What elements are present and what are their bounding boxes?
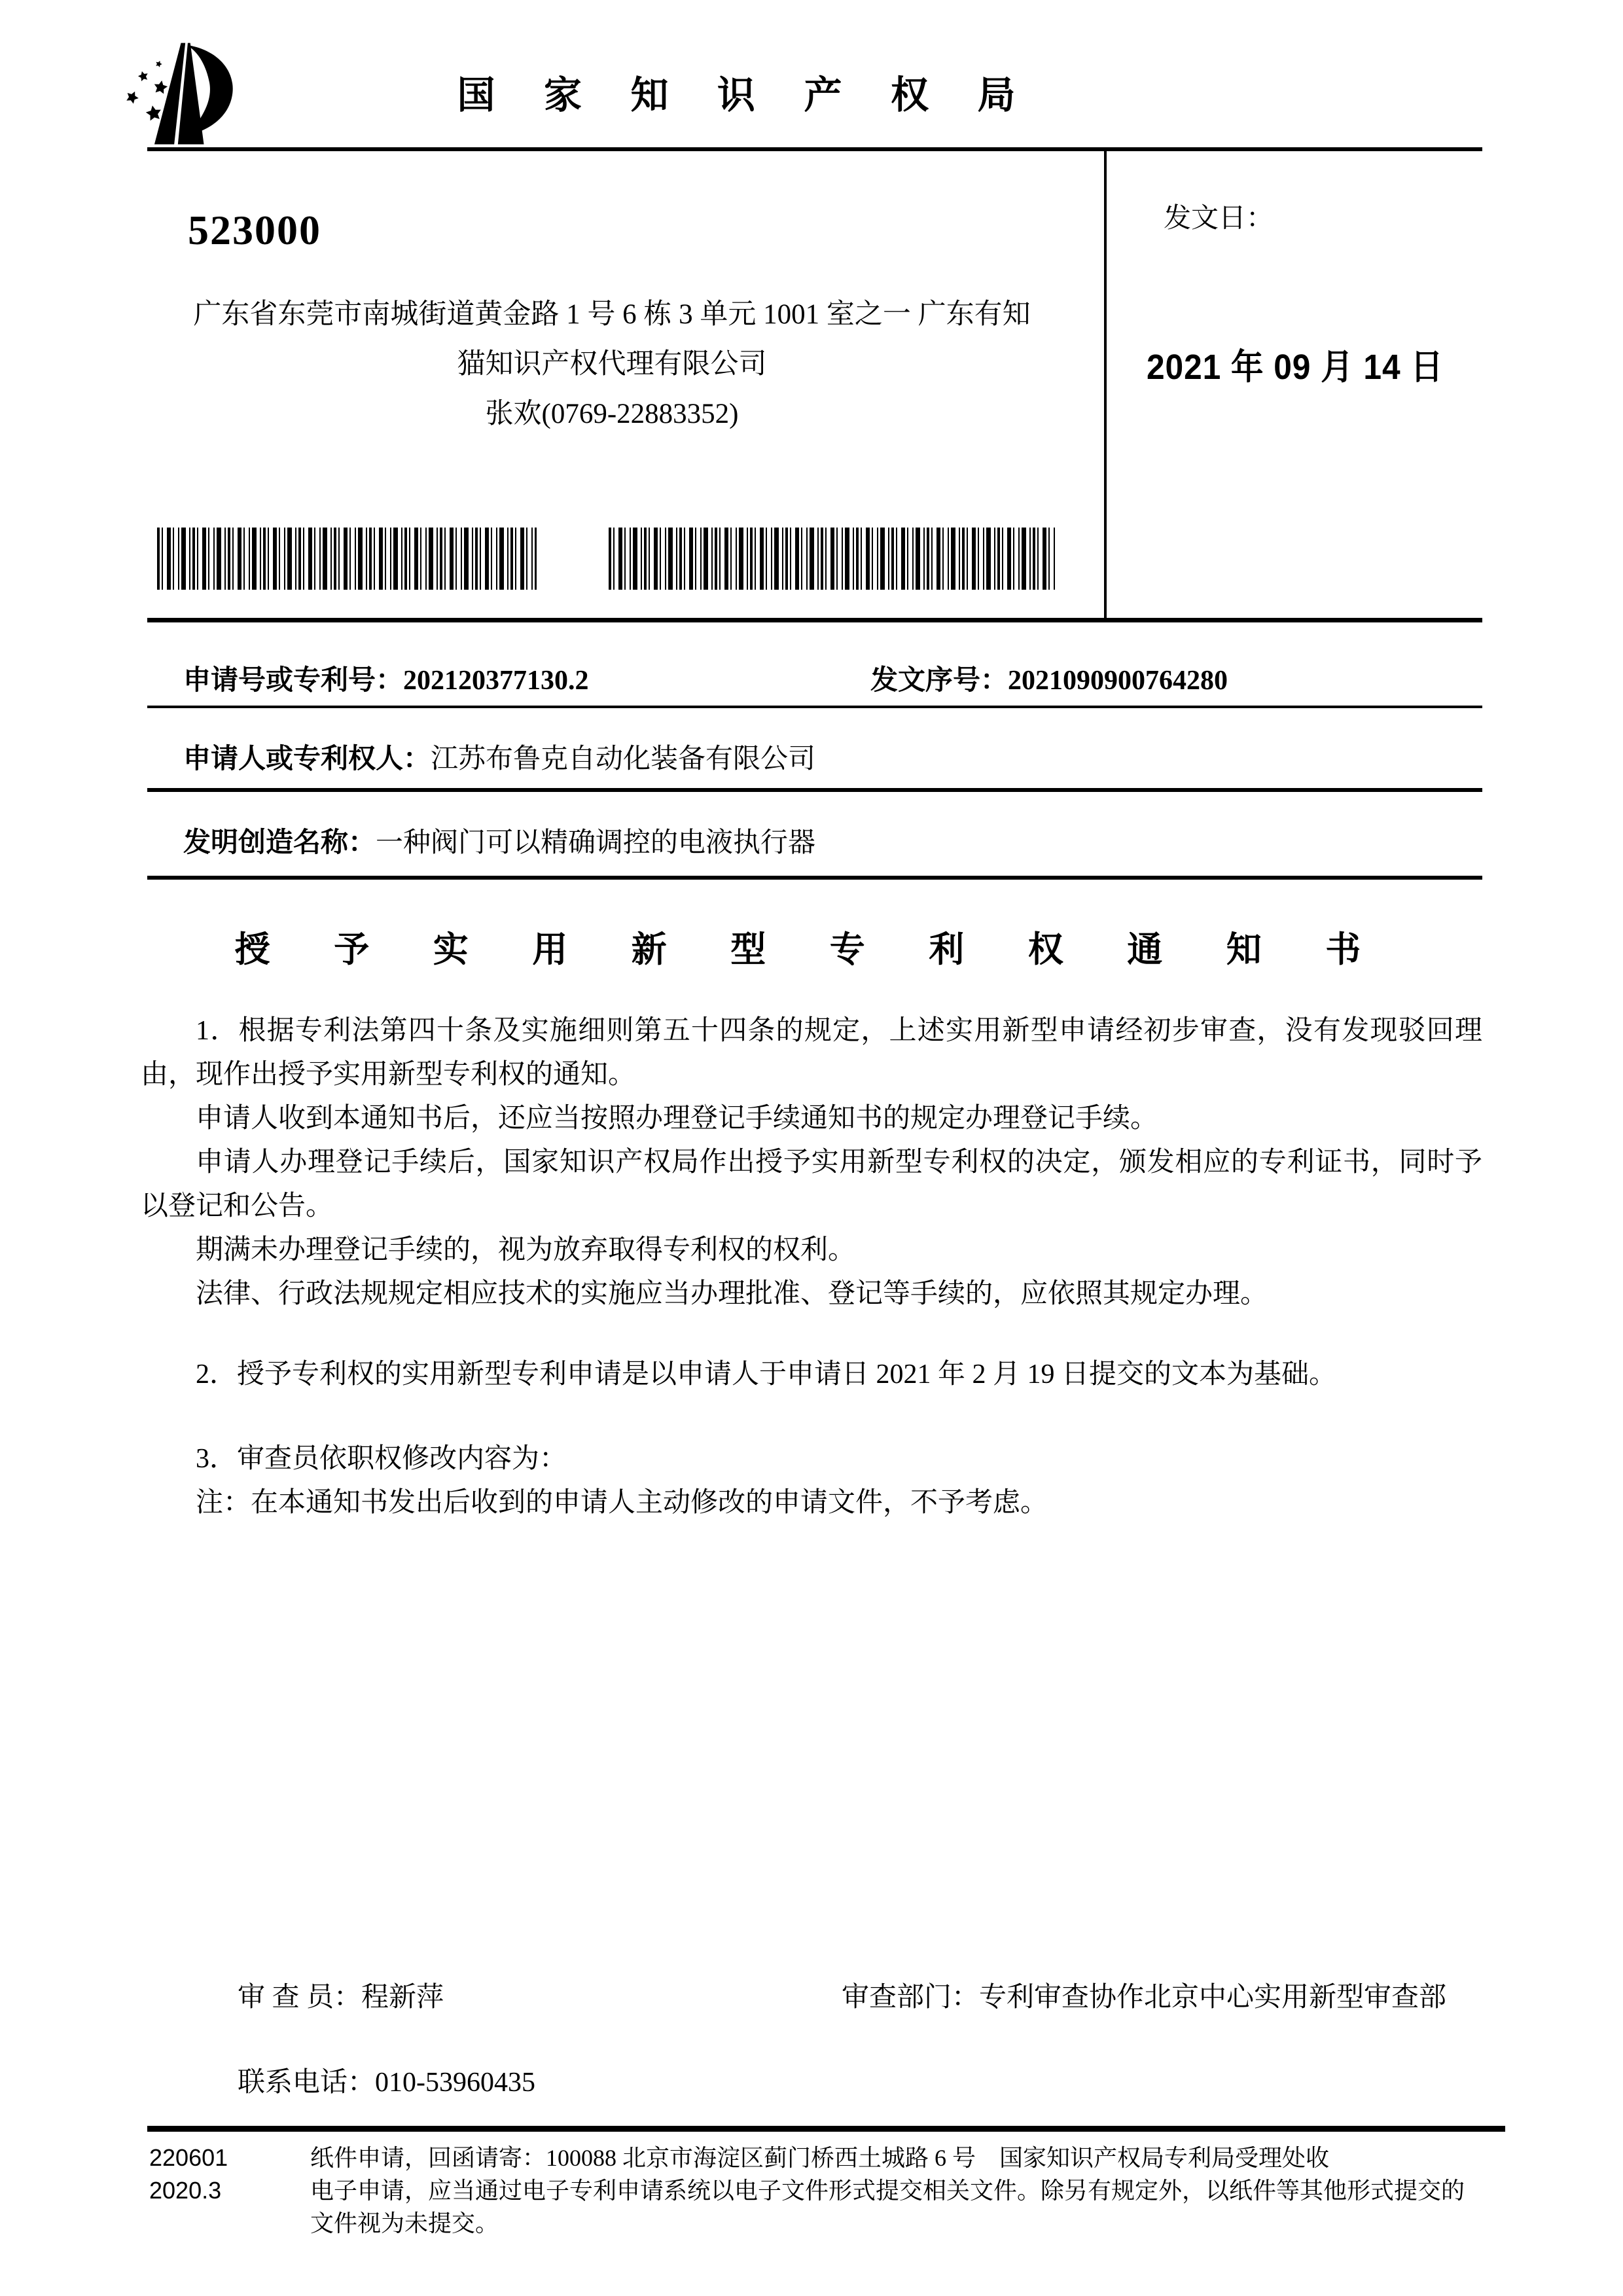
notice-paragraph: 注：在本通知书发出后收到的申请人主动修改的申请文件，不予考虑。 [196, 1488, 1048, 1518]
footer-form-code-2: 2020.3 [149, 2177, 222, 2204]
notice-paragraph: 法律、行政法规规定相应技术的实施应当办理批准、登记等手续的，应依照其规定办理。 [196, 1279, 1268, 1309]
notice-paragraph: 申请人办理登记手续后，国家知识产权局作出授予实用新型专利权的决定，颁发相应的专利证书，同时予以登记和公告。 [141, 1147, 1482, 1221]
phone-value: 010-53960435 [375, 2068, 536, 2098]
application-number-value: 202120377130.2 [403, 666, 589, 696]
department-label: 审查部门： [842, 1982, 980, 2013]
applicant-value: 江苏布鲁克自动化装备有限公司 [431, 744, 816, 774]
invention-name-label: 发明创造名称： [183, 828, 376, 858]
phone-label: 联系电话： [238, 2068, 376, 2098]
notice-paragraph: 3．审查员依职权修改内容为： [196, 1444, 567, 1474]
dispatch-date-label: 发文日： [1164, 204, 1274, 234]
recipient-address-line1: 广东省东莞市南城街道黄金路 1 号 6 栋 3 单元 1001 室之一 广东有知 [193, 299, 1031, 330]
notice-paragraph: 2．授予专利权的实用新型专利申请是以申请人于申请日 2021 年 2 月 19 日提交的文本为基础。 [196, 1359, 1337, 1390]
dispatch-number-value: 2021090900764280 [1008, 666, 1228, 696]
invention-name-row [183, 821, 815, 860]
row-rule-3 [147, 876, 1482, 880]
barcode-right [609, 528, 1057, 590]
notice-body [141, 1009, 1482, 1525]
footer-instructions [310, 2142, 1495, 2240]
recipient-address-block [141, 290, 1083, 439]
phone-row [238, 2060, 535, 2100]
footer-instruction-line3: 文件视为未提交。 [310, 2210, 499, 2236]
notice-paragraph: 申请人收到本通知书后，还应当按照办理登记手续通知书的规定办理登记手续。 [196, 1103, 1158, 1134]
notice-paragraph: 1．根据专利法第四十条及实施细则第五十四条的规定，上述实用新型申请经初步审查，没有发现驳回理由，现作出授予实用新型专利权的通知。 [141, 1016, 1482, 1090]
examiner-name: 程新萍 [361, 1982, 444, 2013]
footer-form-codes [149, 2142, 228, 2207]
row-rule-1 [147, 706, 1482, 708]
application-number-row [183, 658, 589, 698]
department-name: 专利审查协作北京中心实用新型审查部 [979, 1982, 1447, 2013]
dispatch-date-value: 2021 年 09 月 14 日 [1147, 348, 1444, 387]
footer-rule [147, 2126, 1505, 2132]
examiner-label: 审 查 员： [238, 1982, 362, 2013]
notice-paragraph: 期满未办理登记手续的，视为放弃取得专利权的权利。 [196, 1235, 856, 1265]
recipient-contact: 张欢(0769-22883352) [485, 399, 739, 429]
row-rule-2 [147, 788, 1482, 792]
dispatch-number-row [870, 658, 1228, 698]
barcode-left [157, 528, 537, 590]
header-rule [147, 147, 1482, 151]
footer-instruction-line1: 纸件申请，回函请寄：100088 北京市海淀区蓟门桥西土城路 6 号 国家知识产权局专利局受理处收 [310, 2145, 1330, 2171]
application-number-label: 申请号或专利号： [183, 666, 404, 696]
notice-title: 授 予 实 用 新 型 专 利 权 通 知 书 [234, 930, 1389, 969]
department-row [842, 1975, 1446, 2015]
recipient-address-line2: 猫知识产权代理有限公司 [457, 349, 767, 380]
section-rule-top [147, 618, 1482, 622]
examiner-row [238, 1975, 444, 2015]
footer-instruction-line2: 电子申请，应当通过电子专利申请系统以电子文件形式提交相关文件。除另有规定外，以纸件等其他形式提交的 [310, 2178, 1465, 2204]
applicant-label: 申请人或专利权人： [183, 744, 431, 774]
footer-form-code-1: 220601 [149, 2144, 228, 2171]
applicant-row [183, 737, 815, 776]
invention-name-value: 一种阀门可以精确调控的电液执行器 [376, 828, 816, 858]
agency-title: 国 家 知 识 产 权 局 [457, 74, 1035, 117]
dispatch-number-label: 发文序号： [870, 666, 1008, 696]
postal-code: 523000 [188, 207, 321, 253]
dispatch-box-divider [1104, 151, 1107, 618]
